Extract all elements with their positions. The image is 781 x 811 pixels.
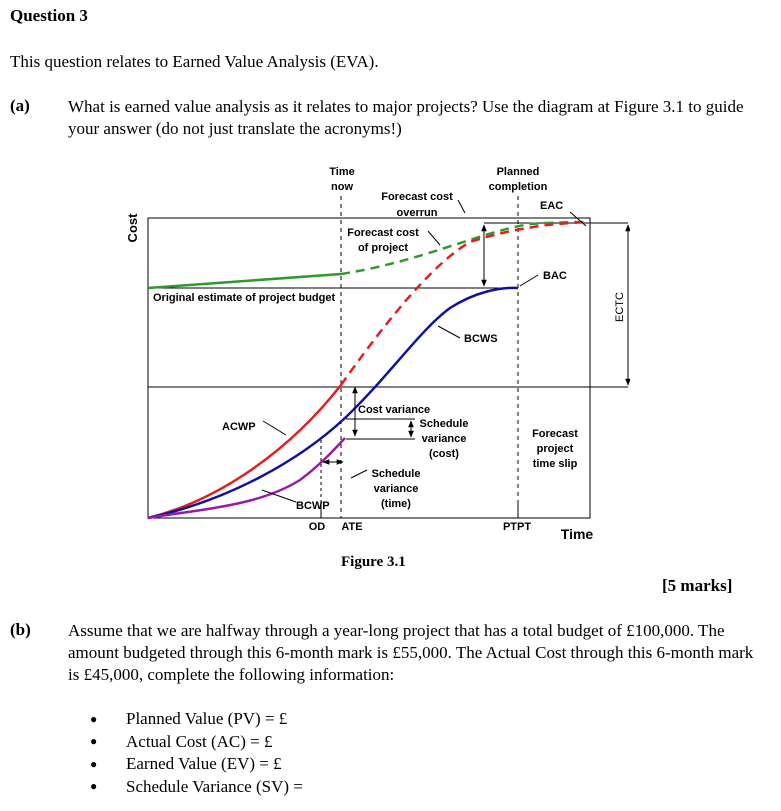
forecast-slip-label-1: Forecast xyxy=(532,428,578,440)
bcws-pointer xyxy=(438,326,460,338)
plot-frame xyxy=(148,218,590,518)
acwp-pointer xyxy=(263,421,286,435)
ate-label: ATE xyxy=(341,521,363,533)
bullet-icon: ● xyxy=(90,711,98,726)
list-item-text: Schedule Variance (SV) = xyxy=(126,776,303,796)
list-item xyxy=(90,708,303,731)
intro-text: This question relates to Earned Value Analysis (EVA). xyxy=(10,52,379,71)
list-item-text: Earned Value (EV) = £ xyxy=(126,754,282,774)
answer-list xyxy=(90,708,303,798)
bullet-icon: ● xyxy=(90,756,98,771)
planned-completion-label-1: Planned xyxy=(496,166,540,178)
part-b-text: Assume that we are halfway through a year-long project that has a total budget of £100,000. The amount budgeted through this 6-month mark is £55,000. The Actual Cost through this 6-month mark is £45,000, complete the following information: xyxy=(68,621,754,684)
overrun-pointer xyxy=(458,200,465,213)
forecast-cost-label-1: Forecast cost xyxy=(347,227,419,239)
bullet-icon: ● xyxy=(90,779,98,794)
forecast-cost-label-2: of project xyxy=(357,242,409,254)
forecast-solid-line xyxy=(148,274,341,288)
time-axis-label: Time xyxy=(560,526,594,542)
part-b-label: (b) xyxy=(10,620,31,639)
bcws-line xyxy=(148,288,518,518)
sv-time-label-3: (time) xyxy=(381,498,411,510)
eac-label: EAC xyxy=(540,200,564,212)
cost-axis-label: Cost xyxy=(125,213,140,243)
list-item-text: Actual Cost (AC) = £ xyxy=(126,731,273,751)
acwp-label: ACWP xyxy=(222,421,256,433)
od-label: OD xyxy=(308,521,326,533)
time-now-label-2: now xyxy=(331,181,353,193)
sv-cost-label-1: Schedule xyxy=(419,418,469,430)
marks-label: [5 marks] xyxy=(662,576,733,595)
sv-time-label-2: variance xyxy=(373,483,419,495)
bac-pointer xyxy=(520,275,538,286)
forecast-overrun-label-1: Forecast cost xyxy=(381,191,453,203)
forecast-cost-pointer xyxy=(428,231,440,245)
part-a-label: (a) xyxy=(10,96,30,115)
cost-variance-label: Cost variance xyxy=(358,404,431,416)
eva-figure xyxy=(110,155,630,550)
bcws-label: BCWS xyxy=(464,333,498,345)
forecast-overrun-label-2: overrun xyxy=(396,207,438,219)
forecast-slip-label-3: time slip xyxy=(532,458,578,470)
question-title: Question 3 xyxy=(10,6,88,25)
bac-label: BAC xyxy=(543,270,567,282)
eac-pointer xyxy=(570,212,586,226)
planned-completion-label-2: completion xyxy=(488,181,548,193)
list-item xyxy=(90,731,303,754)
acwp-line xyxy=(148,385,341,518)
sv-time-pointer xyxy=(351,470,367,478)
ectc-label: ECTC xyxy=(614,292,626,322)
bcwp-label: BCWP xyxy=(296,500,330,512)
sv-cost-label-2: variance xyxy=(421,433,467,445)
list-item xyxy=(90,753,303,776)
forecast-slip-label-2: project xyxy=(536,443,574,455)
time-now-label-1: Time xyxy=(329,166,355,178)
bullet-icon: ● xyxy=(90,734,98,749)
figure-caption: Figure 3.1 xyxy=(341,554,406,570)
list-item-text: Planned Value (PV) = £ xyxy=(126,709,288,729)
sv-time-label-1: Schedule xyxy=(371,468,421,480)
sv-cost-label-3: (cost) xyxy=(429,448,459,460)
part-a-text: What is earned value analysis as it relates to major projects? Use the diagram at Figure 3.1 to guide your answer (do not just translate the acronyms!) xyxy=(68,97,744,138)
original-estimate-label: Original estimate of project budget xyxy=(153,292,336,304)
list-item xyxy=(90,776,303,799)
ptpt-label: PTPT xyxy=(502,521,532,533)
